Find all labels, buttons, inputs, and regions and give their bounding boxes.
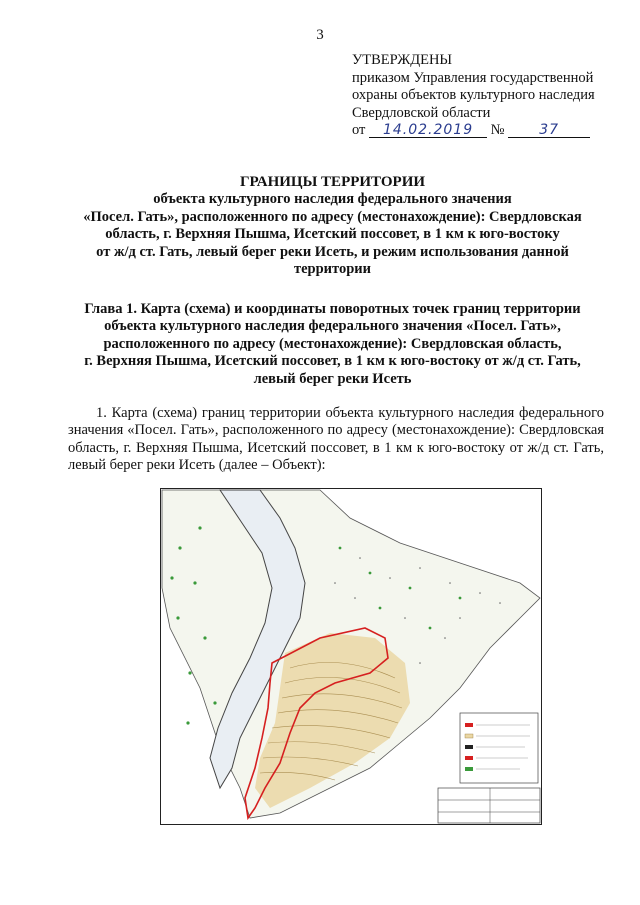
chapter-heading bbox=[60, 301, 605, 388]
approval-line-3: Свердловской области bbox=[352, 104, 491, 121]
title-line-6: территории bbox=[294, 261, 371, 278]
approval-date-row bbox=[352, 122, 632, 140]
page-number: 3 bbox=[316, 27, 324, 43]
chapter-line-5: левый берег реки Исеть bbox=[253, 370, 412, 387]
document-title bbox=[60, 174, 605, 278]
approval-heading: УТВЕРЖДЕНЫ bbox=[352, 52, 453, 68]
territory-map bbox=[160, 488, 542, 825]
chapter-line-4: г. Верхняя Пышма, Исетский поссовет, в 1 км к юго-востоку от ж/д ст. Гать, bbox=[84, 353, 581, 370]
chapter-line-2: объекта культурного наследия федерального значения «Посел. Гать», bbox=[104, 318, 561, 335]
map-stamp bbox=[438, 788, 540, 823]
approval-line-1: приказом Управления государственной bbox=[352, 69, 594, 86]
date-prefix: от bbox=[352, 122, 366, 138]
title-line-4: область, г. Верхняя Пышма, Исетский поссовет, в 1 км к юго-востоку bbox=[105, 226, 560, 243]
approval-block bbox=[352, 52, 632, 140]
handwritten-date: 14.02.2019 bbox=[369, 123, 487, 138]
map-legend bbox=[460, 713, 538, 783]
chapter-line-3: расположенного по адресу (местонахождение): Свердловская область, bbox=[103, 335, 562, 352]
title-line-3: «Посел. Гать», расположенного по адресу (местонахождение): Свердловская bbox=[83, 208, 582, 225]
number-prefix: № bbox=[490, 122, 505, 138]
title-line-2: объекта культурного наследия федерального значения bbox=[153, 191, 512, 208]
approval-line-2: охраны объектов культурного наследия bbox=[352, 87, 595, 103]
handwritten-number: 37 bbox=[508, 123, 590, 138]
title-line-5: от ж/д ст. Гать, левый берег реки Исеть, и режим использования данной bbox=[96, 243, 569, 260]
title-line-1: ГРАНИЦЫ ТЕРРИТОРИИ bbox=[239, 174, 426, 190]
paragraph-1: 1. Карта (схема) границ территории объекта культурного наследия федерального значения «Посел. Гать», расположенного по адресу (местонахождение): Свердловская область, г. Верхняя Пышма, Исетский поссовет, в 1 км к юго-востоку от ж/д ст. Гать, левый берег реки Исеть (далее – Объект): bbox=[68, 405, 604, 474]
chapter-line-1: Глава 1. Карта (схема) и координаты поворотных точек границ территории bbox=[84, 301, 581, 317]
